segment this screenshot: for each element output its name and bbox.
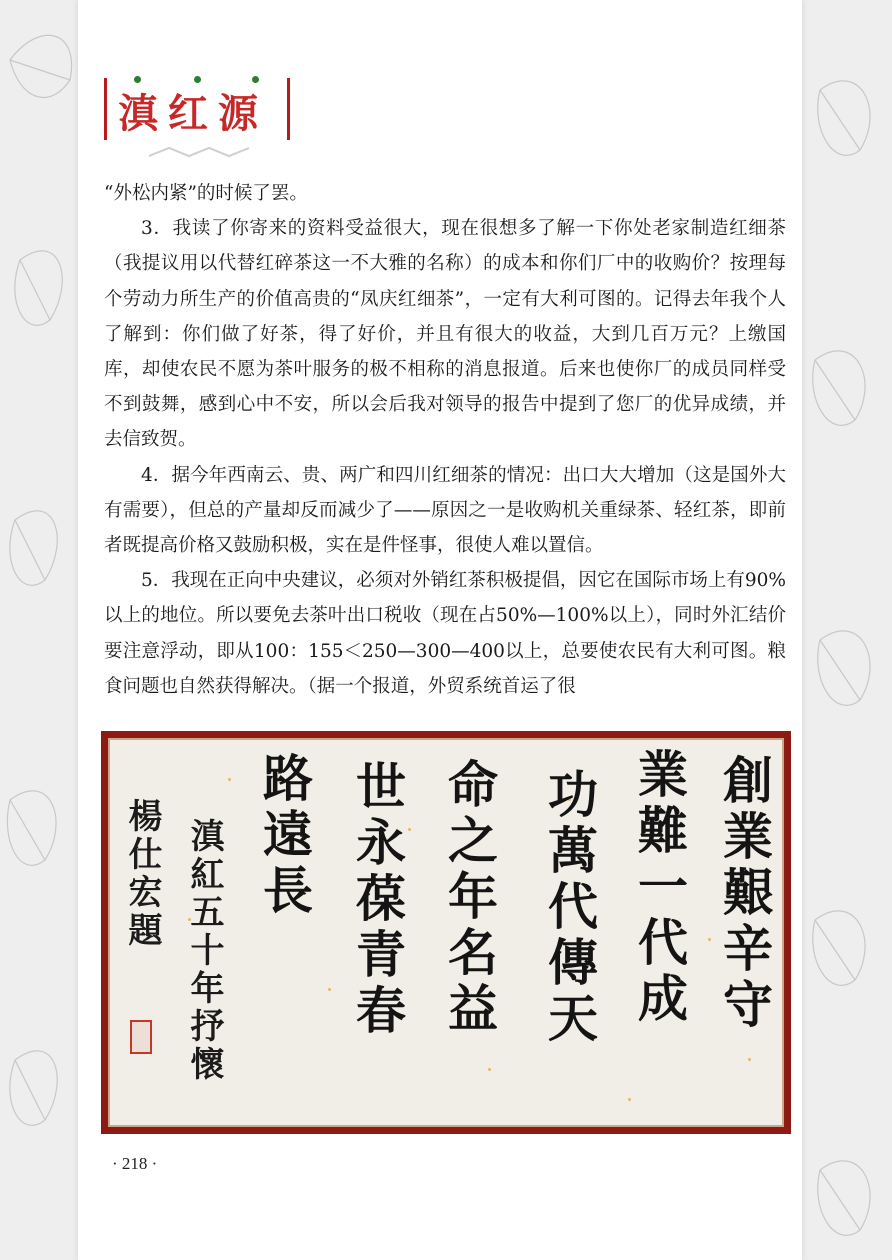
calligraphy-column: 創業艱辛守 [715, 754, 774, 1034]
header-logo [104, 78, 292, 168]
paragraph: “外松内紧”的时候了罢。 [104, 183, 308, 204]
calligraphy-paper [108, 738, 784, 1127]
red-seal-stamp [130, 1020, 152, 1054]
paragraph: 4．据今年西南云、贵、两广和四川红细茶的情况：出口大大增加（这是国外大有需要），但总的产量却反而减少了——原因之一是收购机关重绿茶、轻红茶，即前者既提高价格又鼓励积极，实在是件怪事，很使人难以置信。 [104, 464, 786, 557]
calligraphy-column: 命之年名益 [440, 758, 499, 1038]
calligraphy-artwork [101, 731, 791, 1134]
paragraph: 5．我现在正向中央建议，必须对外销红茶积极提倡，因它在国际市场上有90%以上的地位。所以要免去茶叶出口税收（现在占50%—100%以上），同时外汇结价要注意浮动，即从100：155＜250—300—400以上，总要使农民有大利可图。粮食问题也自然获得解决。（据一个报道，外贸系统首运了很 [104, 570, 786, 697]
calligraphy-inscription: 滇紅五十年抒懷 [184, 818, 224, 1084]
calligraphy-signature: 楊仕宏題 [122, 798, 162, 950]
calligraphy-column: 世永葆青春 [348, 760, 407, 1040]
calligraphy-column: 功萬代傳天 [540, 768, 599, 1048]
article-body [104, 176, 786, 704]
logo-wave-ornament [144, 144, 254, 164]
calligraphy-column: 路遠長 [255, 752, 314, 920]
calligraphy-column: 業難一代成 [630, 748, 689, 1028]
logo-title: 滇红源 [118, 91, 268, 137]
page-number: · 218 · [112, 1154, 158, 1173]
paragraph: 3．我读了你寄来的资料受益很大，现在很想多了解一下你处老家制造红细茶（我提议用以代替红碎茶这一不大雅的名称）的成本和你们厂中的收购价？按理每个劳动力所生产的价值高贵的“凤庆红细茶”，一定有大利可图的。记得去年我个人了解到：你们做了好茶，得了好价，并且有很大的收益，大到几百万元？上缴国库，却使农民不愿为茶叶服务的极不相称的消息报道。后来也使你厂的成员同样受不到鼓舞，感到心中不安，所以会后我对领导的报告中提到了您厂的优异成绩，并去信致贺。 [104, 218, 786, 451]
